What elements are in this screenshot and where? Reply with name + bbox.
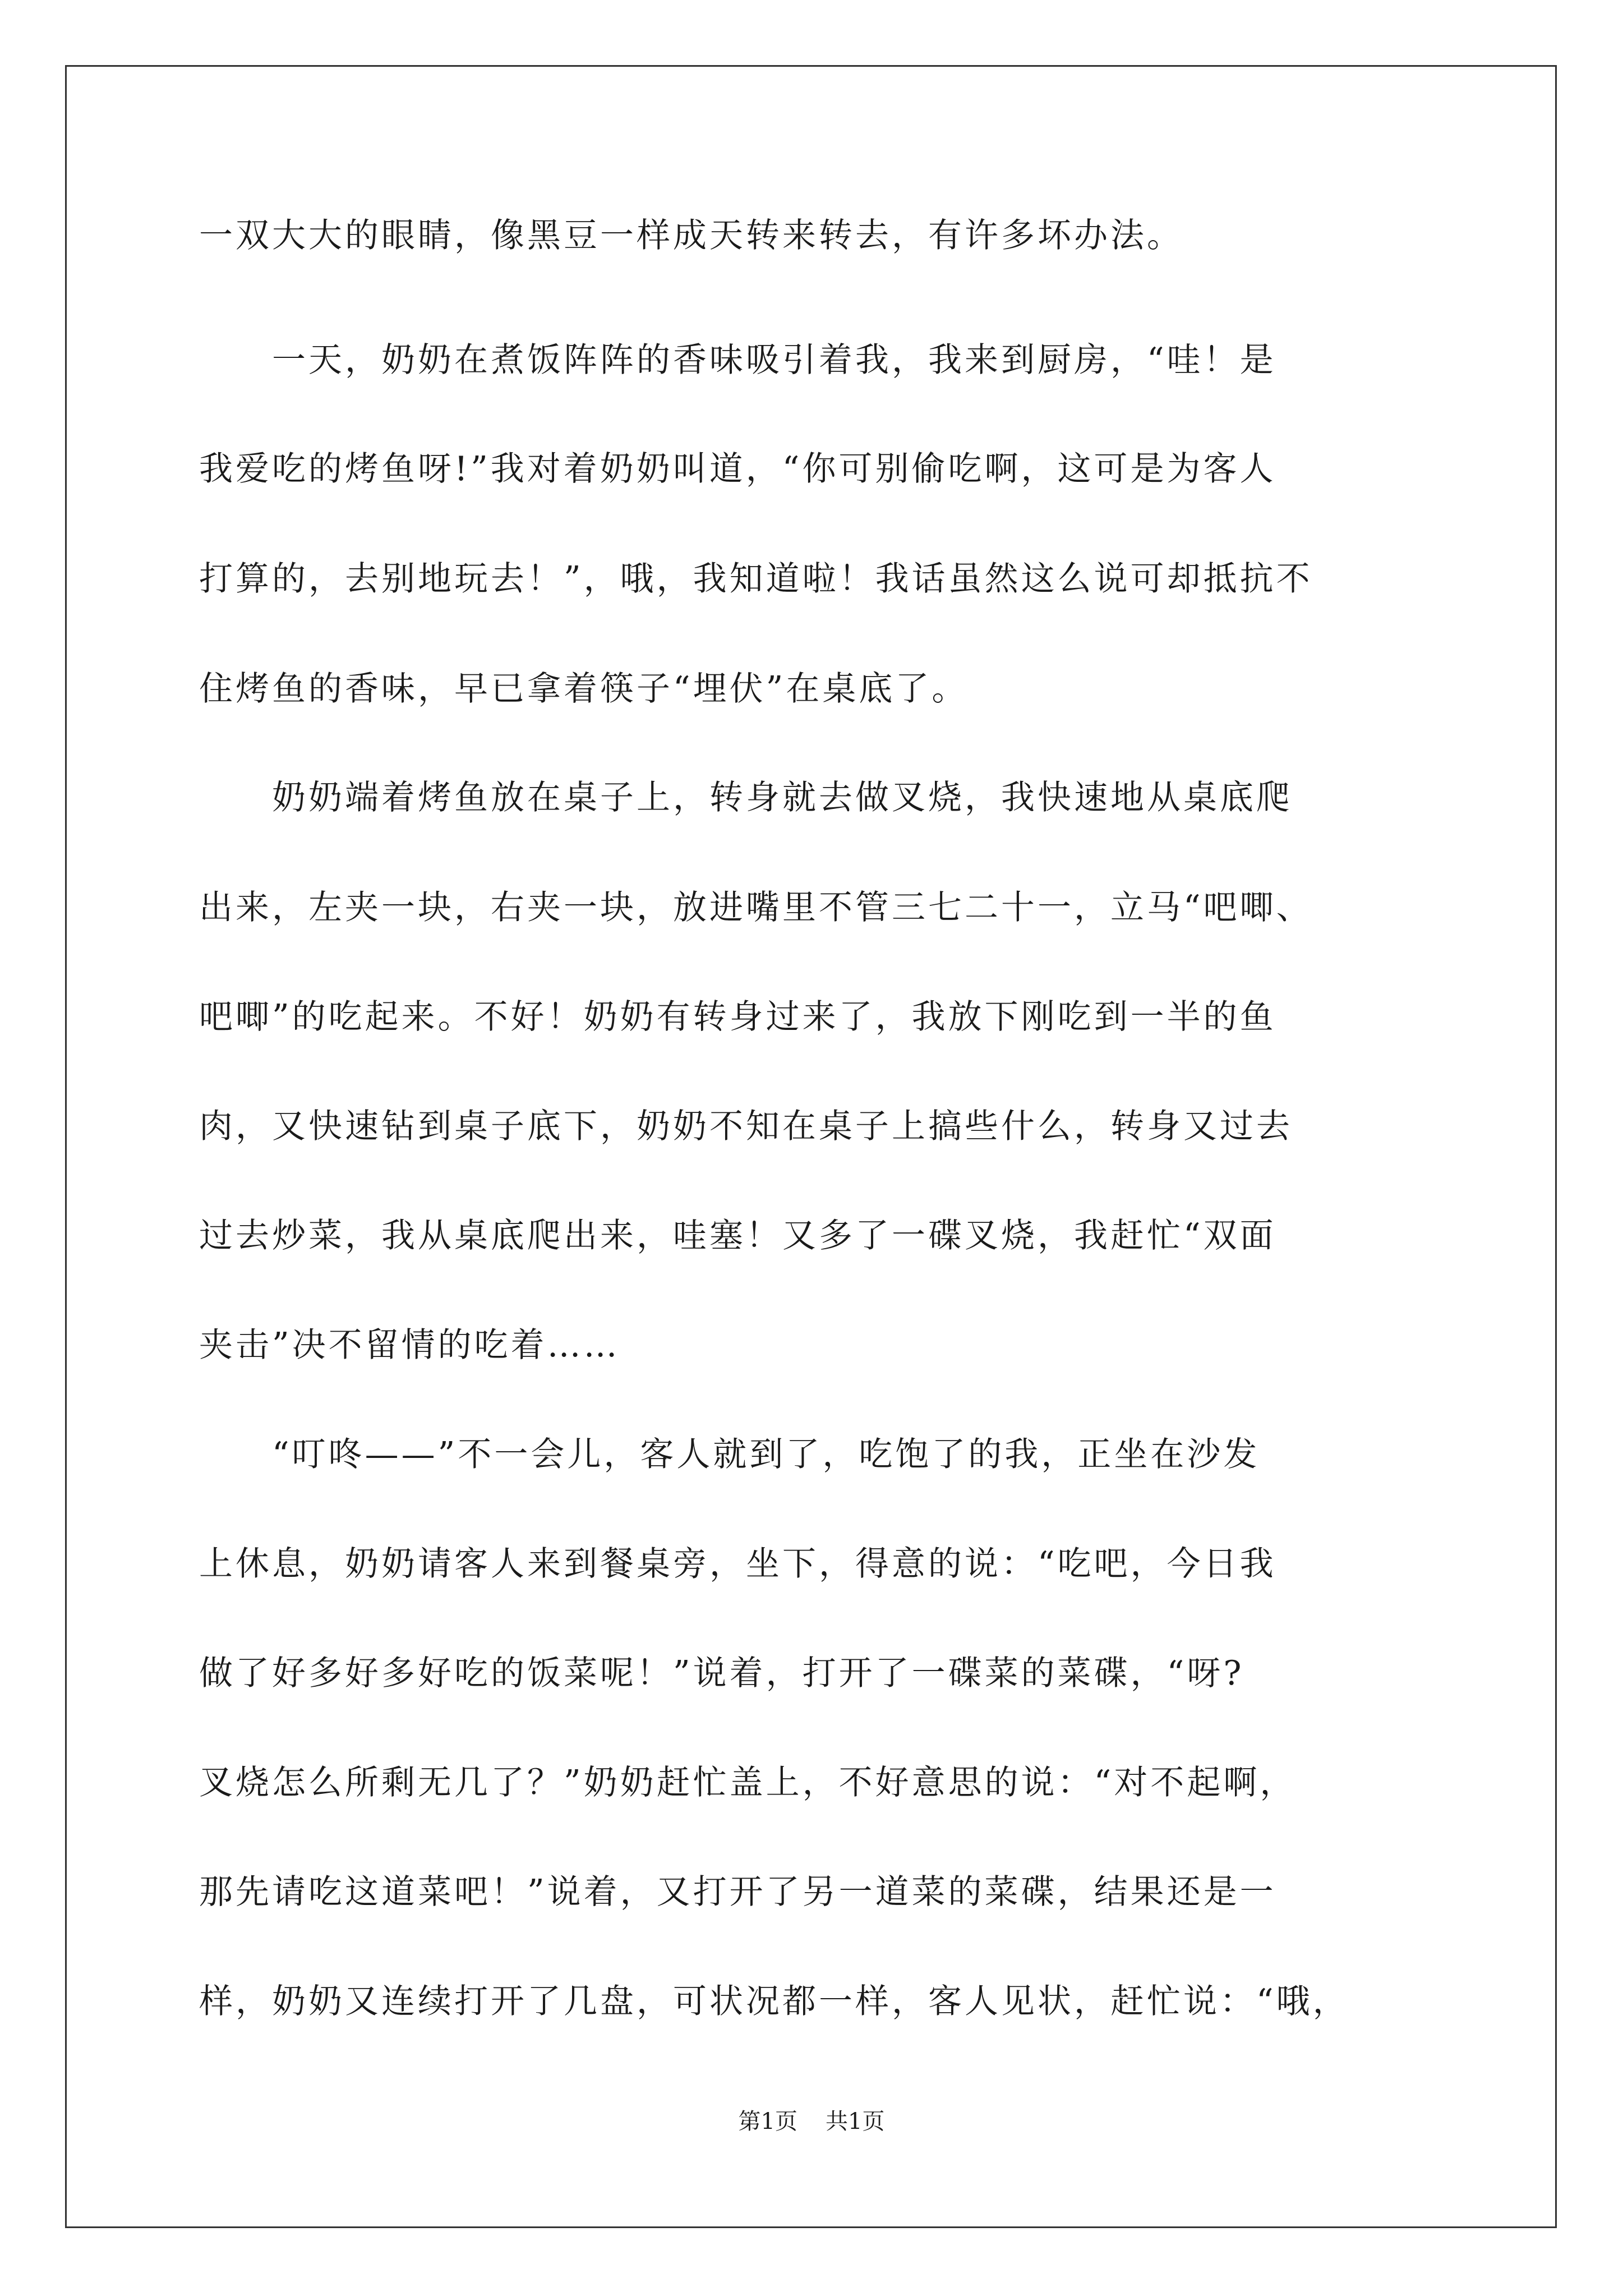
- text-line: 奶奶端着烤鱼放在桌子上，转身就去做叉烧，我快速地从桌底爬: [199, 778, 1293, 817]
- text-line: 打算的，去别地玩去！”，哦，我知道啦！我话虽然这么说可却抵抗不: [199, 559, 1313, 599]
- text-line: 一双大大的眼睛，像黑豆一样成天转来转去，有许多坏办法。: [199, 216, 1183, 255]
- page-count: 共1页: [826, 2109, 885, 2134]
- text-line: 样，奶奶又连续打开了几盘，可状况都一样，客人见状，赶忙说：“哦，: [199, 1982, 1349, 2021]
- text-line: 上休息，奶奶请客人来到餐桌旁，坐下，得意的说：“吃吧，今日我: [199, 1544, 1276, 1584]
- page-footer: [0, 2104, 1623, 2136]
- text-line: 肉，又快速钻到桌子底下，奶奶不知在桌子上搞些什么，转身又过去: [199, 1107, 1293, 1146]
- text-line: 一天，奶奶在煮饭阵阵的香味吸引着我，我来到厨房，“哇！是: [199, 341, 1276, 380]
- text-line: 夹击”决不留情的吃着……: [199, 1326, 620, 1365]
- text-line: 做了好多好多好吃的饭菜呢！”说着，打开了一碟菜的菜碟，“呀?: [199, 1654, 1244, 1693]
- text-line: 叉烧怎么所剩无几了？”奶奶赶忙盖上，不好意思的说：“对不起啊，: [199, 1763, 1297, 1802]
- text-line: 过去炒菜，我从桌底爬出来，哇塞！又多了一碟叉烧，我赶忙“双面: [199, 1216, 1276, 1255]
- text-line: 住烤鱼的香味，早已拿着筷子“埋伏”在桌底了。: [199, 669, 969, 708]
- text-line: 我爱吃的烤鱼呀!”我对着奶奶叫道，“你可别偷吃啊，这可是为客人: [199, 449, 1276, 489]
- text-line: 那先请吃这道菜吧！”说着，又打开了另一道菜的菜碟，结果还是一: [199, 1872, 1276, 1912]
- page-number: 第1页: [738, 2109, 797, 2134]
- text-line: 吧唧”的吃起来。不好！奶奶有转身过来了，我放下刚吃到一半的鱼: [199, 997, 1276, 1037]
- text-line: “叮咚——”不一会儿，客人就到了，吃饱了的我，正坐在沙发: [199, 1435, 1260, 1474]
- text-line: 出来，左夹一块，右夹一块，放进嘴里不管三七二十一，立马“吧唧、: [199, 888, 1313, 927]
